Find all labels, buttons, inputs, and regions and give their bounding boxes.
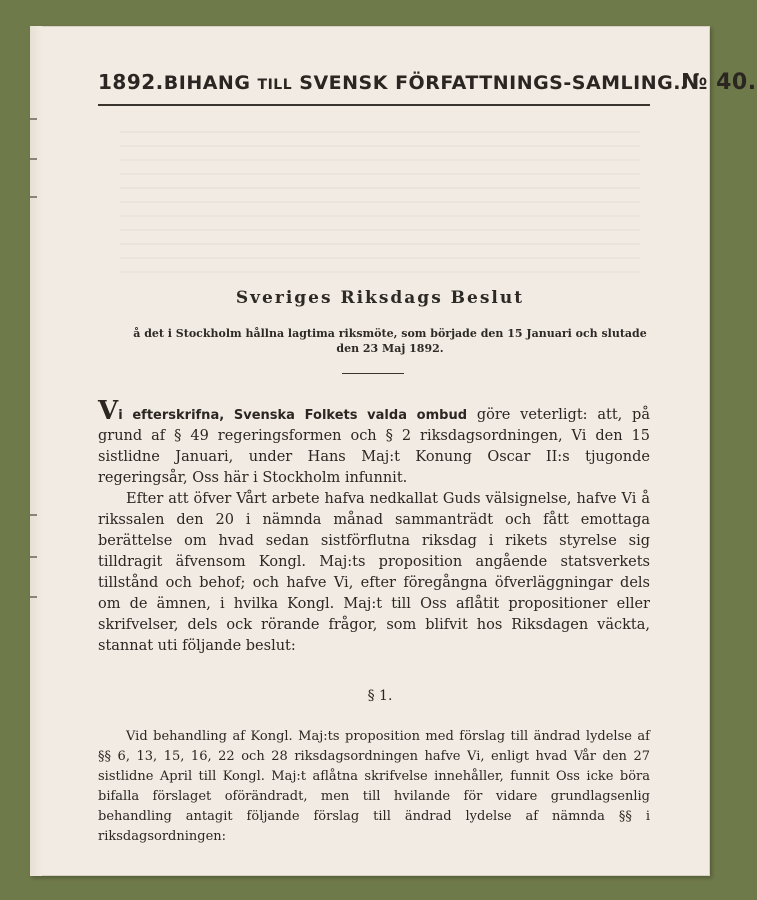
paragraph-2: Efter att öfver Vårt arbete hafva nedkallat Guds välsignelse, hafve Vi å rikssalen den 20 i nämnda månad sammanträdt och fått emottaga berättelse om hvad sedan sistförflutna riksdag i rikets styrelse sig tilldragit äfvensom Kongl. Maj:ts proposition angående statsverkets tillstånd och behof; och hafve Vi, efter föregångna öfverläggningar dels om de ämnen, i hvilka Kongl. Maj:t till Oss aflåtit propositioner eller skrifvelser, dels ock rörande frågor, som blifvit hos Riksdagen väckta, stannat uti följande beslut: [98, 491, 650, 654]
header-number: № 40. [680, 70, 757, 95]
header-year: 1892. [98, 70, 164, 94]
binding-edge [30, 26, 42, 876]
title-divider [342, 373, 404, 374]
paragraph-3: Vid behandling af Kongl. Maj:ts proposition med förslag till ändrad lydelse af §§ 6, 13, 15, 16, 22 och 28 riksdagsordningen hafve Vi, enligt hvad Vår den 27 sistlidne April till Kongl. Maj:t aflåtna skrifvelse innehåller, funnit Oss icke böra bifalla förslaget oförändradt, men till hvilande för vidare grundlagsenlig behandling antagit följande förslag till ändrad lydelse af nämnda §§ i riksdagsordningen: [98, 729, 650, 844]
section-heading: § 1. [367, 688, 393, 704]
header-title-main: BIHANG [163, 72, 251, 94]
paragraph-1-text: göre veterligt: att, på grund af § 49 regeringsformen och § 2 riksdagsordningen, Vi den 15 sistlidne Januari, under Hans Maj:t Konung Oscar II:s tjugonde regeringsår, Oss här i Stockholm infunnit. [98, 407, 650, 486]
document-title: Sveriges Riksdags Beslut [235, 288, 525, 308]
page-header [98, 70, 757, 100]
header-rule [98, 104, 650, 106]
paragraph-1-lead: i efterskrifna, Svenska Folkets valda ombud [118, 408, 468, 423]
binding-stitch-mark [30, 118, 37, 120]
binding-stitch-mark [30, 556, 37, 558]
document-body [98, 396, 650, 657]
header-title-rest: SVENSK FÖRFATTNINGS-SAMLING. [299, 72, 681, 94]
document-page [30, 26, 757, 876]
header-title [164, 72, 681, 94]
binding-stitch-mark [30, 196, 37, 198]
paragraph-1 [98, 396, 650, 489]
show-through-texture [120, 131, 640, 281]
drop-cap: V [98, 396, 119, 426]
header-title-small: TILL [257, 77, 293, 93]
document-subtitle: å det i Stockholm hållna lagtima riksmöte, som började den 15 Januari och slutade den 23 Maj 1892. [133, 327, 647, 355]
binding-stitch-mark [30, 596, 37, 598]
binding-stitch-mark [30, 514, 37, 516]
binding-stitch-mark [30, 158, 37, 160]
